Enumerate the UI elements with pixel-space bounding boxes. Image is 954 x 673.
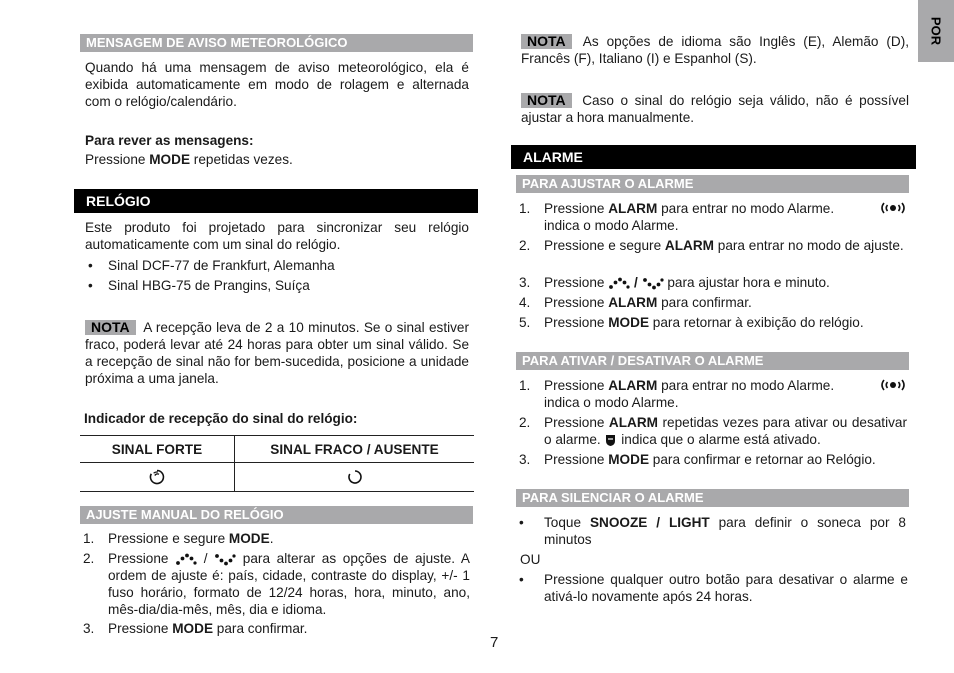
signal-strong-cell (80, 463, 235, 492)
clock-note (85, 319, 469, 387)
step-pre: Pressione (544, 378, 609, 393)
step-text (108, 530, 273, 547)
step-pre: Pressione (544, 415, 609, 430)
step-pre: Pressione (108, 621, 173, 636)
review-text (85, 151, 293, 168)
valid-signal-note (521, 92, 909, 126)
manual-step-1 (83, 530, 470, 547)
step-line2: indica o modo Alarme. (544, 395, 679, 410)
step-post: para confirmar. (213, 621, 308, 636)
step-post: para confirmar e retornar ao Relógio. (649, 452, 876, 467)
bullet-pre: Toque (544, 515, 590, 530)
step-key: MODE (172, 621, 214, 636)
step-post: para entrar no modo de ajuste. (714, 238, 904, 253)
step-text (108, 620, 307, 637)
bullet-text: Sinal HBG-75 de Prangins, Suíça (108, 278, 310, 293)
signal-table (80, 435, 474, 492)
step-key: MODE (608, 452, 650, 467)
step-text (544, 414, 907, 448)
step-key: ALARM (608, 201, 658, 216)
manual-step-3 (83, 620, 470, 637)
bullet-dot: • (88, 278, 93, 293)
toggle-step-2 (519, 414, 909, 450)
step-text (108, 550, 470, 618)
step-number: 4. (519, 295, 531, 310)
step-post: para ajustar hora e minuto. (667, 275, 830, 290)
step-key: ALARM (664, 238, 714, 253)
set-step-4 (519, 294, 909, 311)
step-number: 3. (83, 621, 95, 636)
set-step-1 (519, 200, 909, 236)
step-text (544, 377, 866, 394)
indicator-title: Indicador de recepção do sinal do relógio: (84, 411, 358, 426)
step-pre: Pressione (544, 452, 609, 467)
up-arrow-icon (608, 277, 630, 290)
step-number: 1. (519, 201, 531, 216)
note-text: A recepção leva de 2 a 10 minutos. Se o sinal estiver fraco, poderá levar até 24 horas para obter um sinal válido. Se a recepção de sinal não for bem-sucedida, posicione a unidade próxima a uma janela. (85, 320, 470, 386)
bullet-post: para definir o soneca por 8 minutos (544, 515, 906, 547)
set-step-2 (519, 237, 909, 273)
down-arrow-icon (214, 553, 236, 566)
step-number: 1. (519, 378, 531, 393)
silence-bullet-1 (519, 514, 909, 550)
clock-heading: RELÓGIO (74, 189, 478, 213)
review-post: repetidas vezes. (190, 152, 293, 167)
review-title: Para rever as mensagens: (85, 133, 254, 148)
toggle-step-3 (519, 451, 909, 468)
step-number: 3. (519, 275, 531, 290)
weather-intro: Quando há uma mensagem de aviso meteorológico, ela é exibida automaticamente em modo de rolagem e alternada com o relógio/calendário. (85, 60, 469, 109)
note-label: NOTA (85, 320, 136, 335)
clock-intro: Este produto foi projetado para sincronizar seu relógio automaticamente com um sinal do relógio. (85, 220, 469, 252)
step-line2: indica o modo Alarme. (544, 218, 679, 233)
step-key: MODE (608, 315, 650, 330)
set-alarm-heading: PARA AJUSTAR O ALARME (516, 175, 909, 193)
step-post: para confirmar. (657, 295, 752, 310)
step-key: ALARM (608, 295, 658, 310)
step-post: . (269, 531, 274, 546)
step-number: 3. (519, 452, 531, 467)
step-pre: Pressione e segure (108, 531, 229, 546)
step-pre: Pressione (544, 315, 609, 330)
step-post: para entrar no modo Alarme. (657, 201, 835, 216)
language-tab-label: POR (928, 16, 944, 46)
silence-bullet-2 (519, 571, 909, 607)
language-tab (918, 0, 954, 62)
toggle-step-1 (519, 377, 909, 413)
bullet-dot: • (519, 515, 524, 530)
alarm-active-icon (604, 434, 617, 447)
step-text (544, 200, 866, 217)
bullet-dot: • (88, 258, 93, 273)
step-key: ALARM (608, 378, 658, 393)
review-pre: Pressione (85, 152, 150, 167)
step-pre: Pressione (544, 201, 609, 216)
step-text (544, 314, 864, 331)
step-key: ALARM (608, 415, 659, 430)
set-step-3 (519, 274, 909, 291)
step-number: 1. (83, 531, 95, 546)
step-post2: indica que o alarme está ativado. (621, 432, 821, 447)
down-arrow-icon (642, 277, 664, 290)
step-text (544, 451, 876, 468)
signal-strong-header: SINAL FORTE (80, 436, 235, 463)
alarm-mode-icon (879, 377, 907, 393)
step-number: 5. (519, 315, 531, 330)
manual-step-2 (83, 550, 470, 620)
signal-weak-header: SINAL FRACO / AUSENTE (235, 436, 475, 463)
toggle-alarm-heading: PARA ATIVAR / DESATIVAR O ALARME (516, 352, 909, 370)
silence-alarm-heading: PARA SILENCIAR O ALARME (516, 489, 909, 507)
language-note (521, 33, 909, 67)
signal-strong-icon (148, 468, 166, 486)
weather-heading: MENSAGEM DE AVISO METEOROLÓGICO (80, 34, 473, 52)
note-text: Caso o sinal do relógio seja válido, não é possível ajustar a hora manualmente. (521, 93, 910, 125)
step-post: para retornar à exibição do relógio. (649, 315, 864, 330)
signal-weak-icon (347, 469, 363, 485)
up-arrow-icon (175, 553, 197, 566)
step-text (544, 237, 907, 254)
bullet-dot: • (519, 572, 524, 587)
review-key: MODE (149, 152, 191, 167)
note-label: NOTA (521, 93, 572, 108)
alarm-heading: ALARME (511, 145, 916, 169)
step-pre: Pressione (544, 275, 605, 290)
alarm-mode-icon (879, 200, 907, 216)
note-text: As opções de idioma são Inglês (E), Alemão (D), Francês (F), Italiano (I) e Espanhol (S). (521, 34, 910, 66)
step-post: para entrar no modo Alarme. (657, 378, 835, 393)
signal-weak-cell (235, 463, 475, 492)
manual-heading: AJUSTE MANUAL DO RELÓGIO (80, 506, 473, 524)
step-key: MODE (228, 531, 270, 546)
step-number: 2. (519, 238, 531, 253)
step-pre: Pressione (108, 551, 169, 566)
bullet-text: Pressione qualquer outro botão para desativar o alarme e ativá-lo novamente após 24 horas. (544, 572, 908, 604)
or-label: OU (520, 552, 541, 567)
step-post: para alterar as opções de ajuste. A ordem de ajuste é: país, cidade, contraste do display, +/- 1 fuso horário, formato de 12/24 horas, hora, minuto, ano, mês-dia/dia-mês, mês, dia e idioma. (108, 551, 471, 617)
bullet-text (544, 514, 906, 548)
step-pre: Pressione e segure (544, 238, 665, 253)
step-post: repetidas vezes para ativar ou desativar o alarme. (544, 415, 907, 447)
step-pre: Pressione (544, 295, 609, 310)
step-number: 2. (83, 551, 95, 566)
bullet-key: SNOOZE / LIGHT (589, 515, 710, 530)
step-text (544, 294, 752, 311)
note-label: NOTA (521, 34, 572, 49)
step-number: 2. (519, 415, 531, 430)
page-number: 7 (490, 634, 499, 651)
set-step-5 (519, 314, 909, 331)
step-separator: / (203, 551, 208, 566)
step-separator: / (634, 275, 638, 290)
step-text (544, 274, 830, 291)
bullet-text: Sinal DCF-77 de Frankfurt, Alemanha (108, 258, 335, 273)
